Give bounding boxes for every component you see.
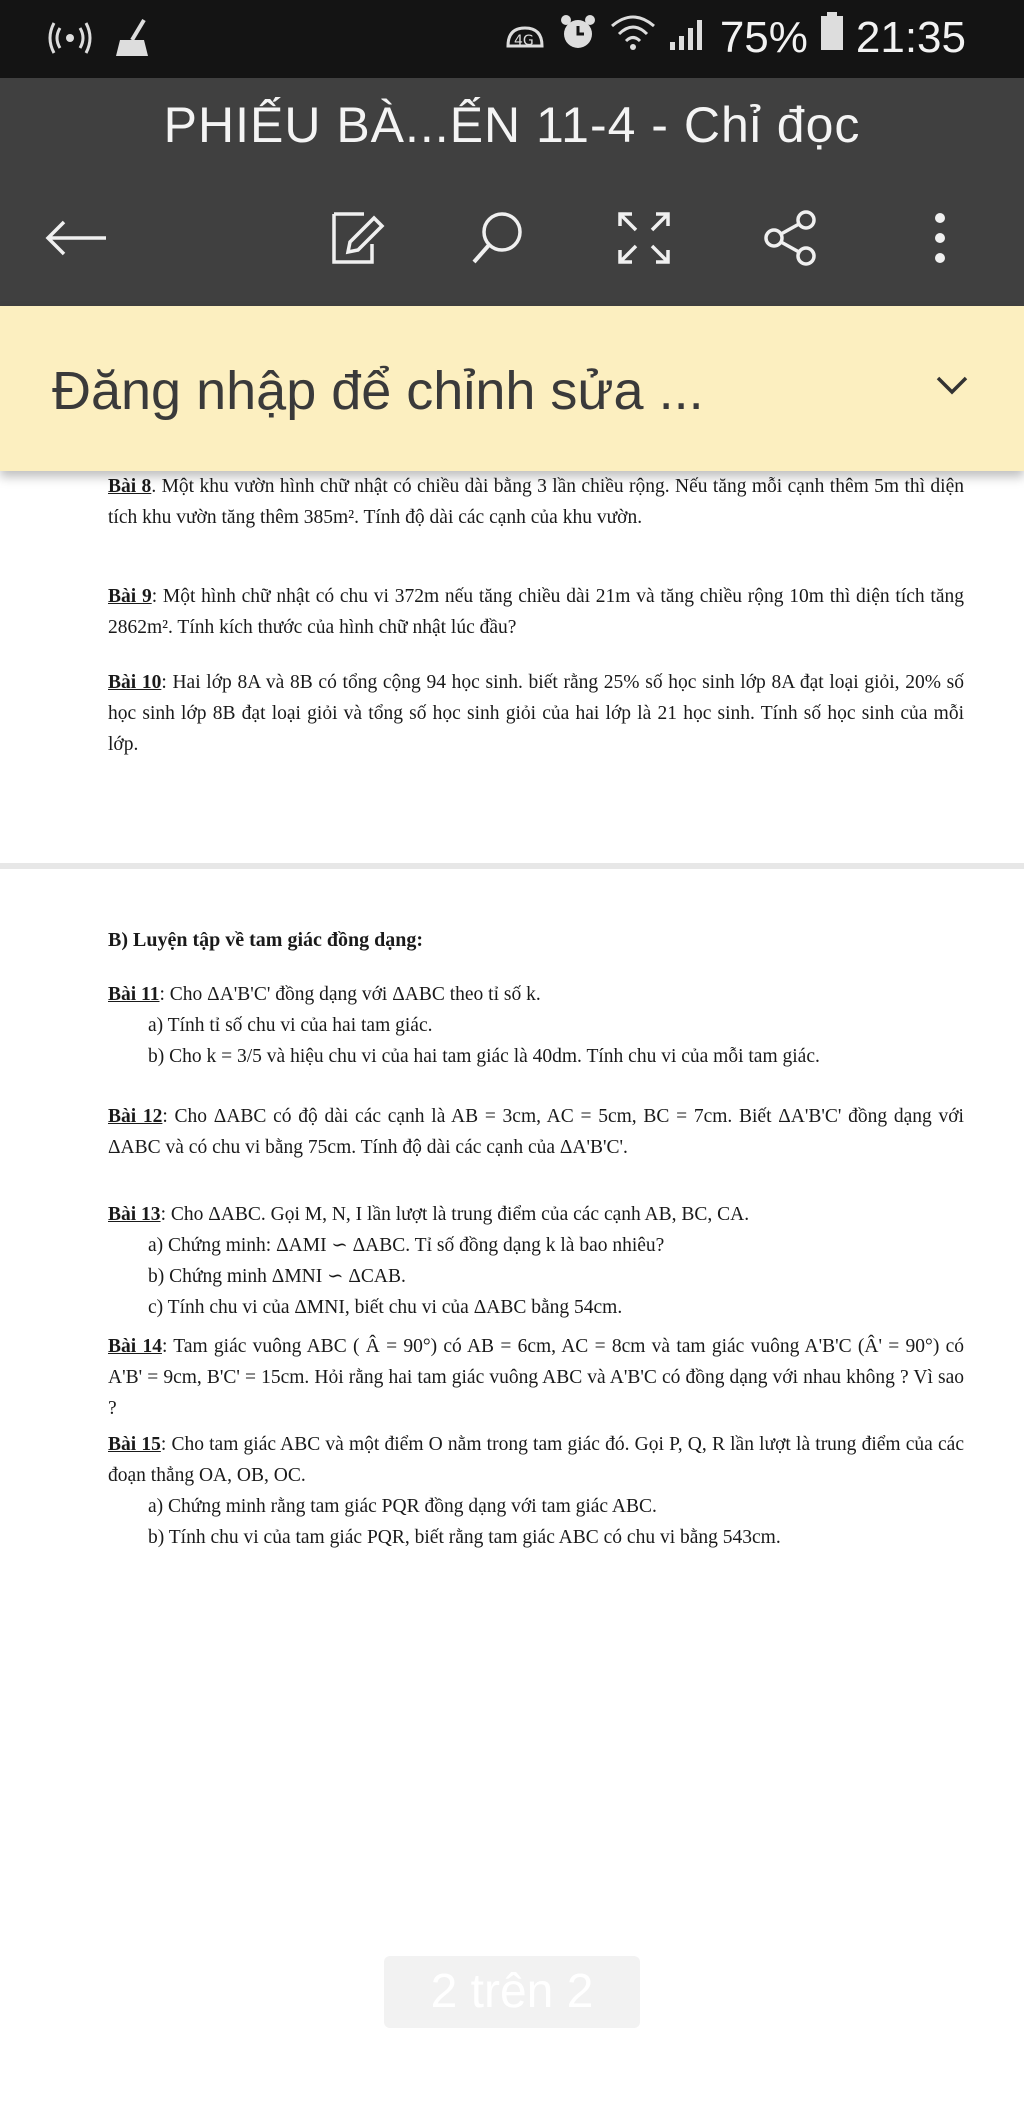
exercise-8-label: Bài 8 (108, 476, 152, 497)
exercise-11-b: b) Cho k = 3/5 và hiệu chu vi của hai tam giác là 40dm. Tính chu vi của mỗi tam giác. (148, 1046, 820, 1067)
exercise-11-label: Bài 11 (108, 984, 160, 1005)
exercise-15-b: b) Tính chu vi của tam giác PQR, biết rằng tam giác ABC có chu vi bằng 543cm. (148, 1527, 781, 1548)
app-header (0, 78, 1024, 306)
exercise-12 (108, 1101, 964, 1163)
exercise-15-label: Bài 15 (108, 1434, 161, 1455)
exercise-15 (108, 1429, 964, 1553)
signal-icon (668, 13, 708, 63)
exercise-13-b: b) Chứng minh ΔMNI ∽ ΔCAB. (148, 1266, 406, 1287)
document-page-1 (0, 471, 1024, 863)
section-b-heading: B) Luyện tập về tam giác đồng dạng: (108, 929, 424, 951)
sync-icon (504, 13, 546, 63)
exercise-10-label: Bài 10 (108, 672, 162, 693)
page-indicator: 2 trên 2 (384, 1956, 640, 2028)
exercise-13 (108, 1199, 964, 1323)
exercise-11-a: a) Tính tỉ số chu vi của hai tam giác. (148, 1015, 433, 1036)
alarm-icon (558, 12, 598, 63)
exercise-13-a: a) Chứng minh: ΔAMI ∽ ΔABC. Tỉ số đồng dạng k là bao nhiêu? (148, 1235, 665, 1256)
exercise-8-text: . Một khu vườn hình chữ nhật có chiều dài bằng 3 lần chiều rộng. Nếu tăng mỗi cạnh thêm 5m thì diện tích khu vườn tăng thêm 385m². Tính độ dài các cạnh của khu vườn. (108, 476, 964, 528)
exercise-14-text: : Tam giác vuông ABC ( Â = 90°) có AB = 6cm, AC = 8cm và tam giác vuông A'B'C (Â' = 90°) có A'B' = 9cm, B'C' = 15cm. Hỏi rằng hai tam giác vuông ABC và A'B'C có đồng dạng với nhau không ? Vì sao ? (108, 1336, 964, 1419)
exercise-9-label: Bài 9 (108, 586, 152, 607)
status-bar (0, 0, 1024, 78)
more-options-button[interactable] (900, 198, 980, 278)
battery-icon (820, 12, 844, 63)
exercise-10-text: : Hai lớp 8A và 8B có tổng cộng 94 học sinh. biết rằng 25% số học sinh lớp 8A đạt loại giỏi, 20% số học sinh lớp 8B đạt loại giỏi và tổng số học sinh giỏi của hai lớp là 21 học sinh. Tính số học sinh của mỗi lớp. (108, 672, 964, 755)
exercise-14-label: Bài 14 (108, 1336, 162, 1357)
hotspot-icon (48, 20, 92, 61)
document-title: PHIẾU BÀ...ẾN 11-4 - Chỉ đọc (163, 97, 861, 153)
svg-text:4G: 4G (513, 32, 534, 49)
share-button[interactable] (750, 198, 830, 278)
exercise-13-text: : Cho ΔABC. Gọi M, N, I lần lượt là trung điểm của các cạnh AB, BC, CA. (160, 1204, 750, 1225)
exercise-10 (108, 667, 964, 760)
exercise-11 (108, 979, 964, 1072)
exercise-9 (108, 581, 964, 643)
cleaner-icon (114, 18, 154, 63)
clock: 21:35 (855, 12, 966, 62)
exercise-15-text: : Cho tam giác ABC và một điểm O nằm trong tam giác đó. Gọi P, Q, R lần lượt là trung điểm của các đoạn thẳng OA, OB, OC. (108, 1434, 964, 1486)
sign-in-message: Đăng nhập để chỉnh sửa ... (52, 361, 704, 421)
document-page-2 (0, 869, 1024, 2106)
back-button[interactable] (36, 198, 116, 278)
exercise-15-a: a) Chứng minh rằng tam giác PQR đồng dạng với tam giác ABC. (148, 1496, 657, 1517)
exercise-14 (108, 1331, 964, 1424)
edit-document-icon (326, 208, 386, 268)
exercise-12-text: : Cho ΔABC có độ dài các cạnh là AB = 3cm, AC = 5cm, BC = 7cm. Biết ΔA'B'C' đồng dạng với ΔABC và có chu vi bằng 75cm. Tính độ dài các cạnh của ΔA'B'C'. (108, 1106, 964, 1158)
fullscreen-button[interactable] (604, 198, 684, 278)
sign-in-banner[interactable] (0, 306, 1024, 471)
search-button[interactable] (458, 198, 538, 278)
exercise-12-label: Bài 12 (108, 1106, 163, 1127)
back-arrow-icon (44, 218, 108, 258)
chevron-down-icon (932, 366, 972, 406)
edit-button[interactable] (316, 198, 396, 278)
more-vertical-icon (930, 208, 950, 268)
exercise-8 (108, 471, 964, 533)
exercise-13-c: c) Tính chu vi của ΔMNI, biết chu vi của ΔABC bằng 54cm. (148, 1297, 623, 1318)
exercise-11-text: : Cho ΔA'B'C' đồng dạng với ΔABC theo tỉ số k. (159, 984, 541, 1005)
fullscreen-icon (616, 210, 672, 266)
search-icon (468, 208, 528, 268)
exercise-9-text: : Một hình chữ nhật có chu vi 372m nếu tăng chiều dài 21m và tăng chiều rộng 10m thì diện tích tăng 2862m². Tính kích thước của hình chữ nhật lúc đầu? (108, 586, 964, 638)
share-icon (760, 208, 820, 268)
expand-banner-button[interactable] (932, 366, 972, 411)
exercise-13-label: Bài 13 (108, 1204, 161, 1225)
battery-level: 75% (719, 12, 808, 62)
wifi-icon (610, 13, 656, 63)
